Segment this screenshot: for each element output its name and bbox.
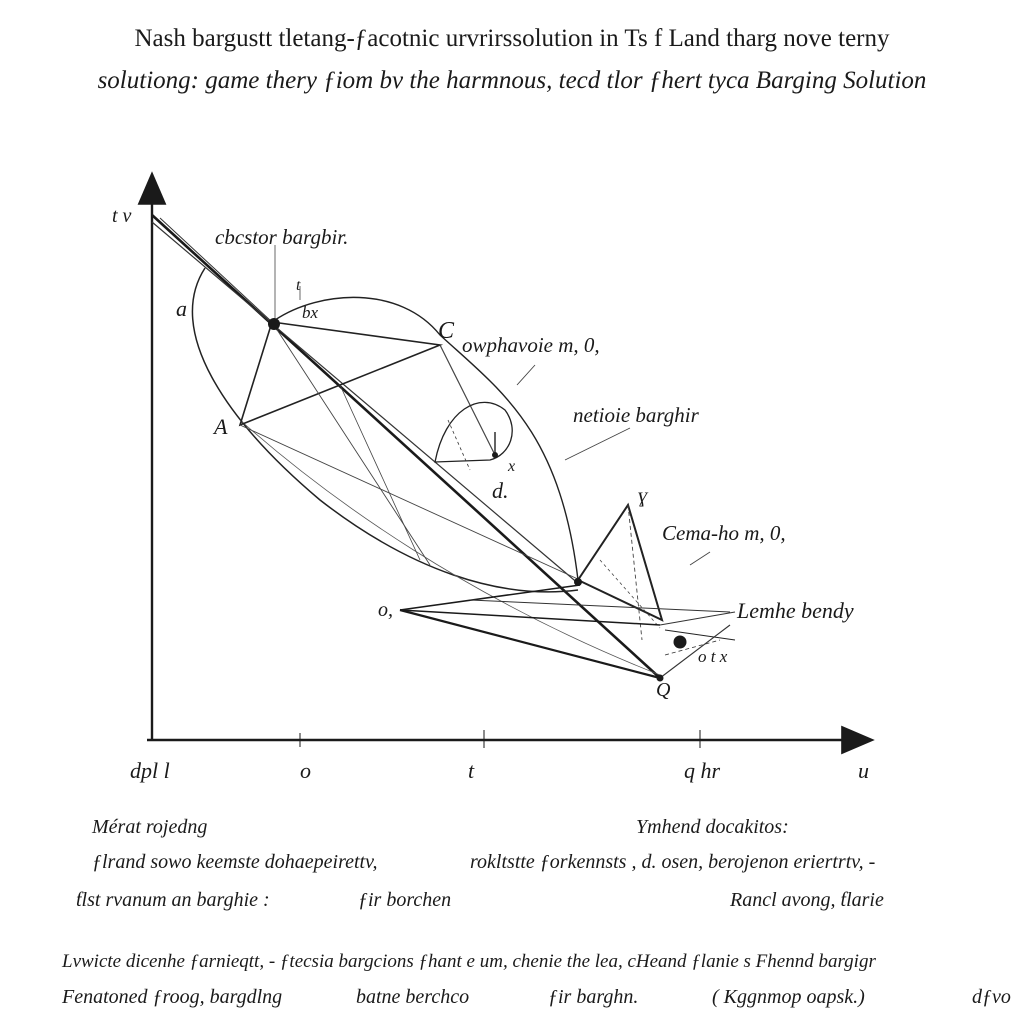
point-right — [574, 578, 582, 586]
point-nash — [268, 318, 280, 330]
point-solution — [674, 636, 687, 649]
ray-from-o — [400, 585, 580, 610]
right-triangle — [578, 505, 662, 620]
x-axis-label-1: o — [300, 758, 311, 783]
notes-left-heading: Mérat rojedng — [92, 816, 208, 838]
x-axis-label-4: u — [858, 758, 869, 783]
annotation-c-note: owphavoie m, 0, — [462, 333, 600, 357]
label-t: t — [296, 277, 301, 294]
x-axis-label-2: t — [468, 758, 475, 783]
page-title-line-2: solutiong: game thery ƒiom bv the harmnous, tecd tlor ƒhert tyca Barging Solution — [97, 67, 927, 94]
point-d — [492, 452, 498, 458]
notes-row1-left: ƒlrand sowo keemste dohaepeirettv, — [92, 851, 378, 873]
label-y-mark: ɣ — [638, 485, 648, 507]
construction-triangle — [240, 322, 440, 425]
ray-from-o — [400, 610, 660, 625]
leader-line — [565, 428, 630, 460]
notes-row4-a: Fenatoned ƒroog, bargdlng — [62, 986, 283, 1008]
annotation-right-note: Cema-ho m, 0, — [662, 521, 786, 545]
annotation-top: cbcstor bargbir. — [215, 225, 349, 249]
label-x-small: x — [508, 458, 516, 475]
ray-from-o — [470, 600, 730, 612]
notes-row2-left: ƭlst rvanum an barghie : — [76, 889, 270, 911]
label-Q: Q — [656, 679, 671, 701]
annotation-small-note: o t x — [698, 647, 728, 666]
right-edge — [660, 612, 735, 625]
y-axis-label: t v — [112, 205, 132, 227]
label-C: C — [438, 318, 455, 344]
label-A: A — [214, 414, 228, 439]
notes-row4-d: ( Kggnmop oapsk.) — [712, 986, 865, 1008]
notes-row1-right: rokltstte ƒorkennsts , d. osen, berojenon eriertrtv, - — [470, 851, 876, 873]
notes-right-heading: Ymhend docakitos: — [636, 816, 789, 838]
label-a: a — [176, 296, 187, 321]
page-title-line-1: Nash bargustt tletang-ƒacotnic urvrirssolution in Ts f Land tharg nove terny — [134, 25, 890, 52]
lower-envelope — [240, 420, 660, 675]
notes-row4-e: dƒvo — [972, 986, 1011, 1008]
notes-row4-b: batne berchco — [356, 986, 470, 1008]
annotation-mid-note: netioie barghir — [573, 403, 699, 427]
notes-row2-right: Rancl avong, ƭlarie — [730, 889, 884, 911]
label-d: d. — [492, 478, 509, 503]
leader-line — [690, 552, 710, 565]
construction-line — [440, 345, 495, 455]
x-axis-label-3: q hr — [684, 758, 721, 783]
label-o: o, — [378, 599, 393, 621]
notes-row3: Lvwicte dicenhe ƒarnieqtt, - ƒtecsia bargcions ƒhant e um, chenie the lea, cHeand ƒlanie s Fhennd bargigr — [62, 951, 876, 972]
construction-line — [340, 385, 420, 560]
inner-dashed — [448, 420, 470, 470]
label-near-point: bx — [302, 303, 319, 322]
notes-row2-mid: ƒir borchen — [358, 889, 452, 911]
x-axis-label-0: dpl l — [130, 758, 170, 783]
annotation-right-label: Lemhe bendy — [737, 598, 854, 623]
frontier-line-thin — [152, 222, 580, 585]
notes-row4-c: ƒir barghn. — [548, 986, 639, 1008]
leader-line — [517, 365, 535, 385]
